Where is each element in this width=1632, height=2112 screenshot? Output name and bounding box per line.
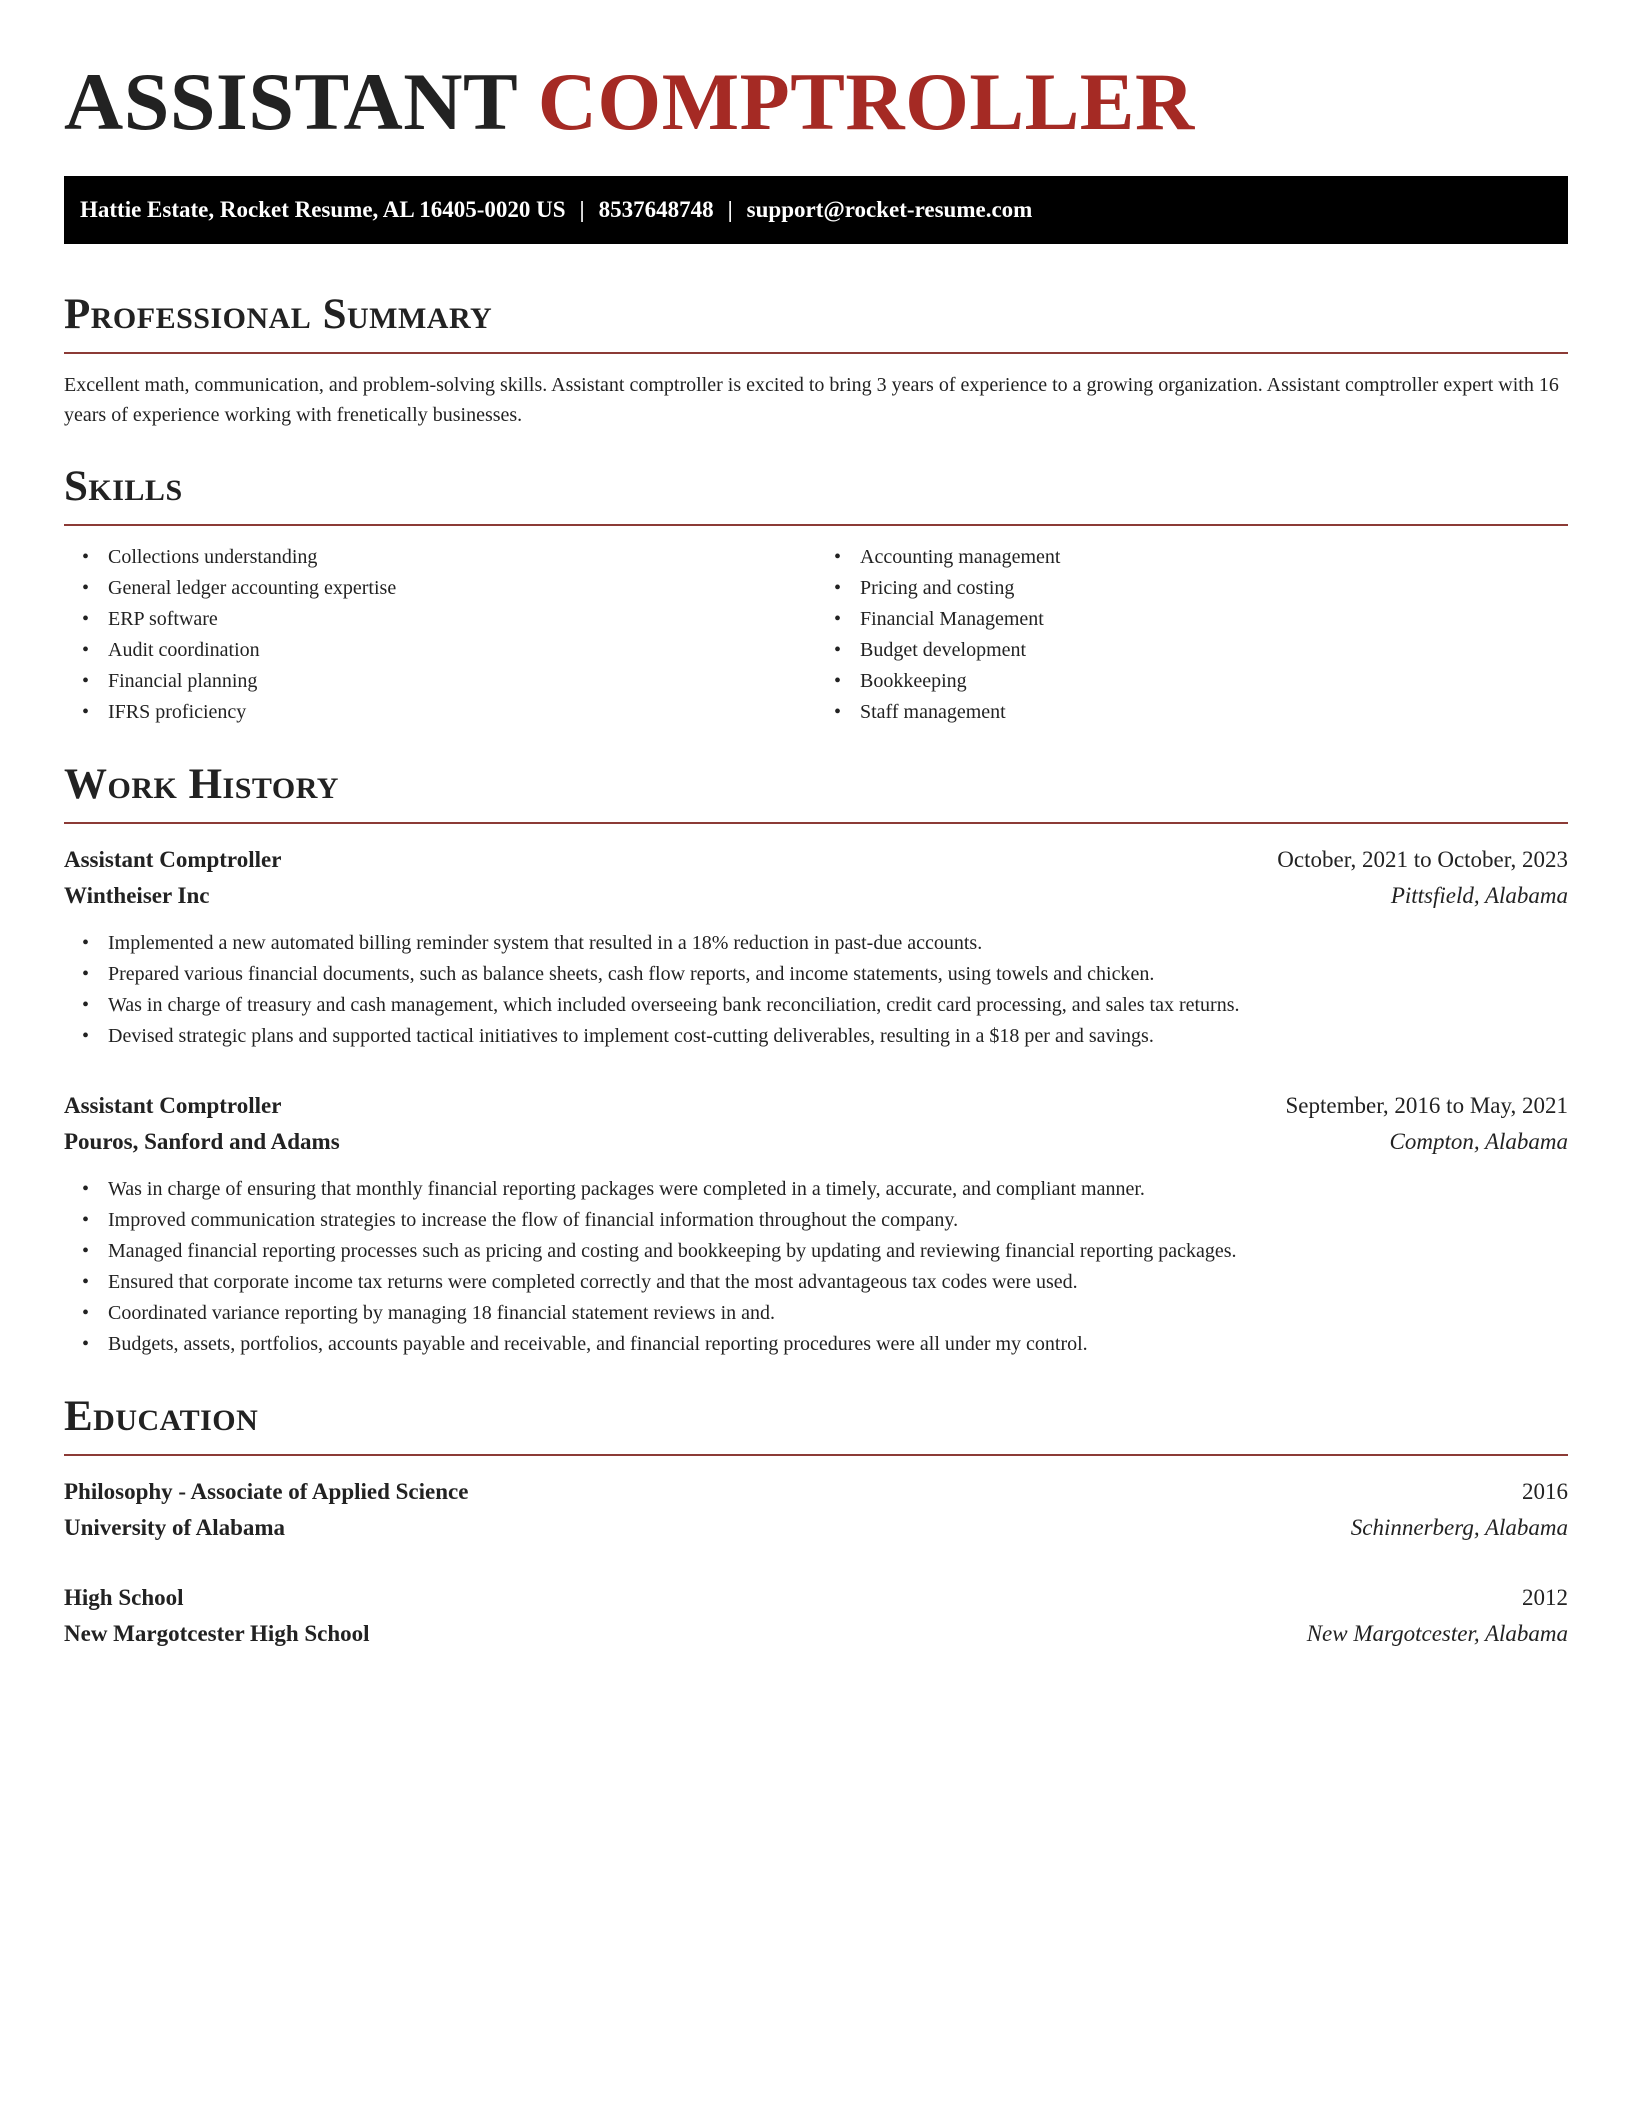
skill-item: • Bookkeeping [860,666,1568,697]
education-degree: High School [64,1585,184,1610]
job-header-row [64,1088,1568,1124]
education-entry [64,1474,1568,1546]
contact-phone: 8537648748 [598,197,714,222]
education-entry [64,1580,1568,1652]
skill-item: • IFRS proficiency [108,697,816,728]
job-bullet: • Ensured that corporate income tax returns were completed correctly and that the most advantageous tax codes were used. [108,1267,1568,1298]
name-last: COMPTROLLER [537,56,1195,147]
job-bullets [64,928,1568,1052]
section-divider [64,1454,1568,1456]
skill-item: • Accounting management [860,542,1568,573]
job-location: Pittsfield, Alabama [1390,883,1568,908]
skill-item: • Audit coordination [108,635,816,666]
work-history-section [64,758,1568,1360]
section-title-skills: Skills [64,463,183,510]
job-bullet: • Coordinated variance reporting by managing 18 financial statement reviews in and. [108,1298,1568,1329]
job-bullet: • Was in charge of ensuring that monthly financial reporting packages were completed in a timely, accurate, and compliant manner. [108,1174,1568,1205]
job-company-row [64,1124,1568,1160]
section-title-education: Education [64,1393,259,1440]
skill-item: • ERP software [108,604,816,635]
education-school-row [64,1510,1568,1546]
section-divider [64,352,1568,354]
job-header-row [64,842,1568,878]
job-dates: September, 2016 to May, 2021 [1285,1093,1568,1118]
skill-item: • Pricing and costing [860,573,1568,604]
job-company: Pouros, Sanford and Adams [64,1129,340,1154]
job-company-row [64,878,1568,914]
education-degree-row [64,1474,1568,1510]
section-title-work: Work History [64,761,339,808]
contact-email: support@rocket-resume.com [746,197,1033,222]
education-location: New Margotcester, Alabama [1306,1621,1568,1646]
contact-address: Hattie Estate, Rocket Resume, AL 16405-0020 US [80,197,566,222]
skills-section [64,460,1568,728]
education-school-row [64,1616,1568,1652]
skill-item: • Staff management [860,697,1568,728]
professional-summary-section [64,288,1568,430]
job-entry [64,842,1568,1052]
skill-item: • Budget development [860,635,1568,666]
section-divider [64,524,1568,526]
education-school: University of Alabama [64,1515,286,1540]
job-entry [64,1088,1568,1360]
job-dates: October, 2021 to October, 2023 [1277,847,1568,872]
job-bullet: • Managed financial reporting processes such as pricing and costing and bookkeeping by updating and reviewing financial reporting packages. [108,1236,1568,1267]
resume-name-heading [64,0,1568,150]
education-degree-row [64,1580,1568,1616]
skill-item: • General ledger accounting expertise [108,573,816,604]
job-location: Compton, Alabama [1389,1129,1568,1154]
job-role: Assistant Comptroller [64,1093,282,1118]
job-bullet: • Devised strategic plans and supported tactical initiatives to implement cost-cutting deliverables, resulting in a $18 per and savings. [108,1021,1568,1052]
summary-text: Excellent math, communication, and problem-solving skills. Assistant comptroller is excited to bring 3 years of experience to a growing organization. Assistant comptroller expert with 16 years of experience working with frenetically businesses. [64,374,1559,426]
education-year: 2012 [1522,1585,1568,1610]
contact-separator: | [579,197,585,222]
education-year: 2016 [1522,1479,1568,1504]
name-first: ASSISTANT [64,56,517,147]
section-divider [64,822,1568,824]
job-bullet: • Was in charge of treasury and cash management, which included overseeing bank reconciliation, credit card processing, and sales tax returns. [108,990,1568,1021]
skills-list-right [816,542,1568,728]
contact-separator: | [727,197,733,222]
contact-bar [64,176,1568,244]
job-bullet: • Prepared various financial documents, such as balance sheets, cash flow reports, and income statements, using towels and chicken. [108,959,1568,990]
education-section [64,1390,1568,1652]
resume-page [64,0,1568,1652]
skill-item: • Financial planning [108,666,816,697]
job-bullet: • Improved communication strategies to increase the flow of financial information throughout the company. [108,1205,1568,1236]
skills-list-left [64,542,816,728]
job-company: Wintheiser Inc [64,883,210,908]
job-role: Assistant Comptroller [64,847,282,872]
education-school: New Margotcester High School [64,1621,370,1646]
job-bullet: • Implemented a new automated billing reminder system that resulted in a 18% reduction in past-due accounts. [108,928,1568,959]
skills-columns [64,542,1568,728]
skill-item: • Collections understanding [108,542,816,573]
skill-item: • Financial Management [860,604,1568,635]
education-degree: Philosophy - Associate of Applied Science [64,1479,469,1504]
job-bullet: • Budgets, assets, portfolios, accounts payable and receivable, and financial reporting procedures were all under my control. [108,1329,1568,1360]
section-title-summary: Professional Summary [64,291,493,338]
job-bullets [64,1174,1568,1360]
education-location: Schinnerberg, Alabama [1350,1515,1568,1540]
